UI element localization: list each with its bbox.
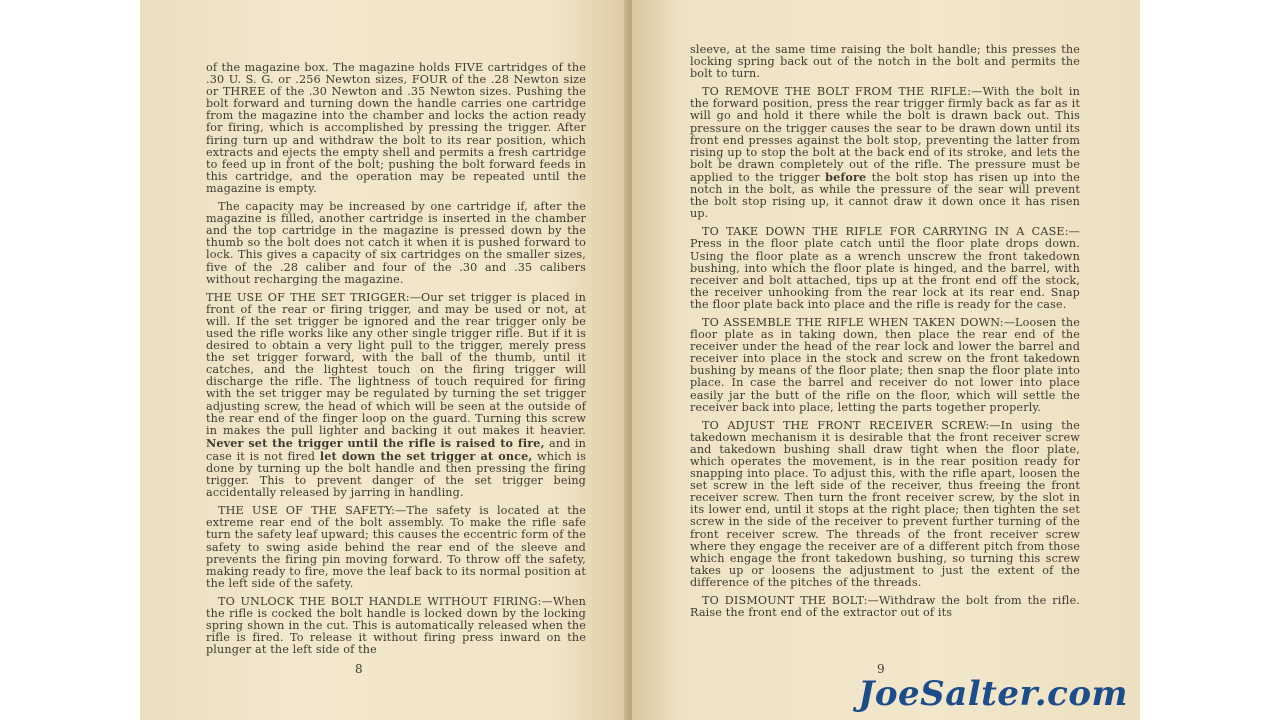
warning-bold-text-2: let down the set trigger at once, — [319, 448, 533, 463]
right-page-text — [690, 44, 1080, 625]
remove-bolt-paragraph — [690, 86, 1080, 220]
remove-bolt-bold: before — [825, 169, 867, 184]
magazine-paragraph: of the magazine box. The magazine holds FIVE cartridges of the .30 U. S. G. or .256 Newton sizes, FOUR of the .28 Newton size or THREE of the .30 Newton and .35 Newton sizes. Pushing the bolt forward and turning down the handle carries one cartridge from the magazine into the chamber and locks the action ready for firing, which is accomplished by pressing the trigger. After firing turn up and withdraw the bolt to its rear position, which extracts and ejects the empty shell and permits a fresh cartridge to feed up in front of the bolt; pushing the bolt forward feeds in this cartridge, and the operation may be repeated until the magazine is empty. — [206, 61, 586, 195]
remove-bolt-text-b: the bolt stop has risen up into the notch in the bolt, as while the pressure of the sear will prevent the bolt stop rising up, it cannot draw it down once it has risen up. — [690, 170, 1080, 221]
remove-bolt-text-a: TO REMOVE THE BOLT FROM THE RIFLE:—With the bolt in the forward position, press the rear trigger firmly back as far as it will go and hold it there while the bolt is drawn back out. This pressure on the trigger causes the sear to be drawn down until its front end presses against the bolt stop, preventing the latter from rising up to stop the bolt at the back end of its stroke, and lets the bolt be drawn completely out of the rifle. The pressure must be applied to the trigger — [690, 85, 1080, 184]
page-number-right: 9 — [877, 662, 885, 676]
left-page-text — [206, 62, 586, 662]
warning-bold-text: Never set the trigger until the rifle is raised to fire, — [206, 435, 545, 450]
safety-paragraph: THE USE OF THE SAFETY:—The safety is located at the extreme rear end of the bolt assembly. To make the rifle safe turn the safety leaf upward; this causes the eccentric form of the safety to swing aside behind the rear end of the sleeve and prevents the firing pin moving forward. To throw off the safety, making ready to fire, move the leaf back to its normal position at the left side of the safety. — [206, 504, 586, 590]
capacity-paragraph: The capacity may be increased by one cartridge if, after the magazine is filled, another cartridge is inserted in the chamber and the top cartridge in the magazine is pressed down by the thumb so the bolt does not catch it when it is pushed forward to lock. This gives a capacity of six cartridges on the smaller sizes, five of the .28 caliber and four of the .30 and .35 calibers without recharging the magazine. — [206, 200, 586, 286]
book-photo — [140, 0, 1140, 720]
warning-mid-text: and in case it is not fired — [206, 436, 587, 463]
dismount-paragraph: TO DISMOUNT THE BOLT:—Withdraw the bolt from the rifle. Raise the front end of the extractor out of its — [690, 594, 1080, 620]
warning-rest-text: which is done by turning up the bolt handle and then pressing the firing trigger. This to prevent danger of the set trigger being accidentally released by jarring in handling. — [206, 449, 586, 500]
adjust-paragraph: TO ADJUST THE FRONT RECEIVER SCREW:—In using the takedown mechanism it is desirable that the front receiver screw and takedown bushing shall draw tight when the floor plate, which operates the movement, is in the rear position ready for snapping into place. To adjust this, with the rifle apart, loosen the set screw in the left side of the receiver, thus freeing the front receiver screw. Then turn the front receiver screw, by the slot in its lower end, until it stops at the right place; then tighten the set screw in the side of the receiver to prevent further turning of the front receiver screw. The threads of the front receiver screw where they engage the receiver are of a different pitch from those which engage the front takedown bushing, so turning this screw takes up or loosens the adjustment to just the extent of the difference of the pitches of the threads. — [690, 418, 1080, 589]
left-page — [140, 0, 628, 720]
takedown-paragraph: TO TAKE DOWN THE RIFLE FOR CARRYING IN A CASE:—Press in the floor plate catch until the floor plate drops down. Using the floor plate as a wrench unscrew the front takedown bushing, into which the floor plate is hinged, and the barrel, with receiver and bolt attached, tips up at the front end off the stock, the receiver unhooking from the rear lock at its rear end. Snap the floor plate back into place and the rifle is ready for the case. — [690, 225, 1080, 311]
assemble-paragraph: TO ASSEMBLE THE RIFLE WHEN TAKEN DOWN:—Loosen the floor plate as in taking down, then place the rear end of the receiver under the head of the rear lock and lower the barrel and receiver into place in the stock and screw on the front takedown bushing by means of the floor plate; then snap the floor plate into place. In case the barrel and receiver do not lower into place easily jar the butt of the rifle on the floor, which will settle the receiver back into place, letting the parts together properly. — [690, 315, 1080, 414]
set-trigger-text: THE USE OF THE SET TRIGGER:—Our set trigger is placed in front of the rear or firing trigger, and may be used or not, at will. If the set trigger be ignored and the rear trigger only be used the rifle works like any other single trigger rifle. But if it is desired to obtain a very light pull to the trigger, merely press the set trigger forward, with the ball of the thumb, until it catches, and the lightest touch on the firing trigger will discharge the rifle. The lightness of touch required for firing with the set trigger may be regulated by turning the set trigger adjusting screw, the head of which will be seen at the outside of the rear end of the finger loop on the guard. Turning this screw in makes the pull lighter and backing it out makes it heavier. — [206, 290, 586, 437]
page-number-left: 8 — [355, 662, 363, 676]
set-trigger-paragraph — [206, 292, 586, 500]
opening-paragraph: sleeve, at the same time raising the bolt handle; this presses the locking spring back out of the notch in the bolt and permits the bolt to turn. — [690, 43, 1080, 81]
joesalter-watermark: JoeSalter.com — [858, 674, 1128, 714]
unlock-paragraph: TO UNLOCK THE BOLT HANDLE WITHOUT FIRING:—When the rifle is cocked the bolt handle is locked down by the locking spring shown in the cut. This is automatically released when the rifle is fired. To release it without firing press inward on the plunger at the left side of the — [206, 594, 586, 657]
right-page — [632, 0, 1140, 720]
